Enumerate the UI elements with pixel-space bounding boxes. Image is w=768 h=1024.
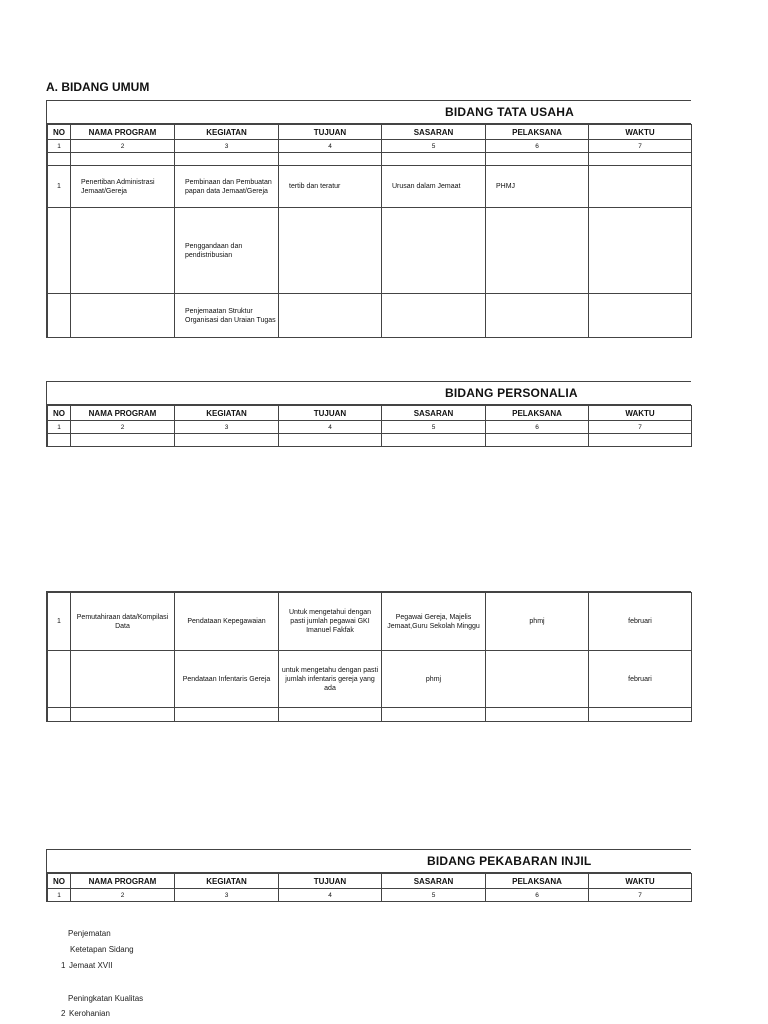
pekabaran-injil-grid: [47, 873, 692, 902]
row-pelaksana: PHMJ: [486, 166, 589, 208]
pekabaran-injil-title-band: [47, 850, 691, 873]
row-tujuan: untuk mengetahu dengan pasti jumlah infentaris gereja yang ada: [279, 651, 382, 708]
row-sasaran: Urusan dalam Jemaat: [382, 166, 486, 208]
col-header-tujuan: TUJUAN: [279, 406, 382, 421]
col-number: 4: [279, 421, 382, 434]
col-number: 5: [382, 889, 486, 902]
col-number: 6: [486, 140, 589, 153]
col-number: 2: [71, 421, 175, 434]
tata-usaha-table: [46, 100, 691, 338]
col-header-kegiatan: KEGIATAN: [175, 874, 279, 889]
col-header-program: NAMA PROGRAM: [71, 406, 175, 421]
row-program: Penertiban Administrasi Jemaat/Gereja: [71, 166, 175, 208]
col-header-kegiatan: KEGIATAN: [175, 406, 279, 421]
personalia-table: [46, 381, 691, 447]
col-header-sasaran: SASARAN: [382, 125, 486, 140]
row-tujuan: Untuk mengetahui dengan pasti jumlah pegawai GKI Imanuel Fakfak: [279, 593, 382, 651]
col-number: 5: [382, 421, 486, 434]
column-number-row: [48, 140, 692, 153]
pekabaran-injil-title: BIDANG PEKABARAN INJIL: [427, 854, 592, 868]
col-number: 7: [589, 140, 692, 153]
col-header-kegiatan: KEGIATAN: [175, 125, 279, 140]
col-header-pelaksana: PELAKSANA: [486, 874, 589, 889]
col-number: 7: [589, 421, 692, 434]
col-number: 5: [382, 140, 486, 153]
table-row: [48, 593, 692, 651]
col-number: 3: [175, 889, 279, 902]
col-number: 7: [589, 889, 692, 902]
col-number: 6: [486, 889, 589, 902]
tata-usaha-title: BIDANG TATA USAHA: [445, 105, 574, 119]
col-header-sasaran: SASARAN: [382, 874, 486, 889]
list-item-line: Peningkatan Kualitas: [68, 994, 144, 1003]
list-item-no: 1: [61, 961, 66, 970]
col-number: 1: [48, 421, 71, 434]
row-waktu: februari: [589, 651, 692, 708]
col-header-tujuan: TUJUAN: [279, 874, 382, 889]
section-heading: A. BIDANG UMUM: [46, 80, 150, 94]
col-number: 3: [175, 140, 279, 153]
column-header-row: [48, 406, 692, 421]
row-program: Pemutahiraan data/Kompilasi Data: [71, 593, 175, 651]
tata-usaha-title-band: [47, 101, 691, 124]
tata-usaha-grid: [47, 124, 692, 338]
row-waktu: februari: [589, 593, 692, 651]
row-sasaran: Pegawai Gereja, Majelis Jemaat,Guru Sekolah Minggu: [382, 593, 486, 651]
col-number: 4: [279, 889, 382, 902]
list-item-line: Penjematan: [68, 929, 111, 938]
list-item-line: Ketetapan Sidang: [70, 945, 134, 954]
row-no: 1: [48, 593, 71, 651]
col-number: 1: [48, 889, 71, 902]
table-row: [48, 166, 692, 208]
spacer-row: [48, 434, 692, 447]
row-pelaksana: phmj: [486, 593, 589, 651]
column-number-row: [48, 889, 692, 902]
personalia-rows-grid: [47, 592, 692, 722]
col-header-tujuan: TUJUAN: [279, 125, 382, 140]
table-row: [48, 294, 692, 338]
col-number: 2: [71, 140, 175, 153]
pekabaran-injil-table: [46, 849, 691, 902]
spacer-row: [48, 708, 692, 722]
row-sasaran: phmj: [382, 651, 486, 708]
col-header-no: NO: [48, 874, 71, 889]
column-header-row: [48, 874, 692, 889]
personalia-title-band: [47, 382, 691, 405]
col-number: 2: [71, 889, 175, 902]
row-kegiatan: Pembinaan dan Pembuatan papan data Jemaat/Gereja: [175, 166, 279, 208]
col-header-no: NO: [48, 406, 71, 421]
row-kegiatan: Penggandaan dan pendistribusian: [175, 208, 279, 294]
spacer-row: [48, 153, 692, 166]
table-row: [48, 651, 692, 708]
list-item-line: Jemaat XVII: [69, 961, 113, 970]
col-header-waktu: WAKTU: [589, 874, 692, 889]
col-number: 4: [279, 140, 382, 153]
personalia-table-continued: [46, 591, 691, 722]
column-number-row: [48, 421, 692, 434]
list-item-line: Kerohanian: [69, 1009, 110, 1018]
col-header-pelaksana: PELAKSANA: [486, 125, 589, 140]
row-kegiatan: Penjemaatan Struktur Organisasi dan Uraian Tugas: [175, 294, 279, 338]
row-tujuan: tertib dan teratur: [279, 166, 382, 208]
col-header-no: NO: [48, 125, 71, 140]
col-number: 1: [48, 140, 71, 153]
personalia-title: BIDANG PERSONALIA: [445, 386, 578, 400]
row-kegiatan: Pendataan Infentaris Gereja: [175, 651, 279, 708]
list-item-no: 2: [61, 1009, 66, 1018]
row-kegiatan: Pendataan Kepegawaian: [175, 593, 279, 651]
row-waktu: [589, 166, 692, 208]
col-header-program: NAMA PROGRAM: [71, 874, 175, 889]
personalia-grid: [47, 405, 692, 447]
col-header-sasaran: SASARAN: [382, 406, 486, 421]
col-header-waktu: WAKTU: [589, 406, 692, 421]
col-number: 3: [175, 421, 279, 434]
col-header-program: NAMA PROGRAM: [71, 125, 175, 140]
column-header-row: [48, 125, 692, 140]
col-header-waktu: WAKTU: [589, 125, 692, 140]
row-no: 1: [48, 166, 71, 208]
table-row: [48, 208, 692, 294]
col-number: 6: [486, 421, 589, 434]
col-header-pelaksana: PELAKSANA: [486, 406, 589, 421]
